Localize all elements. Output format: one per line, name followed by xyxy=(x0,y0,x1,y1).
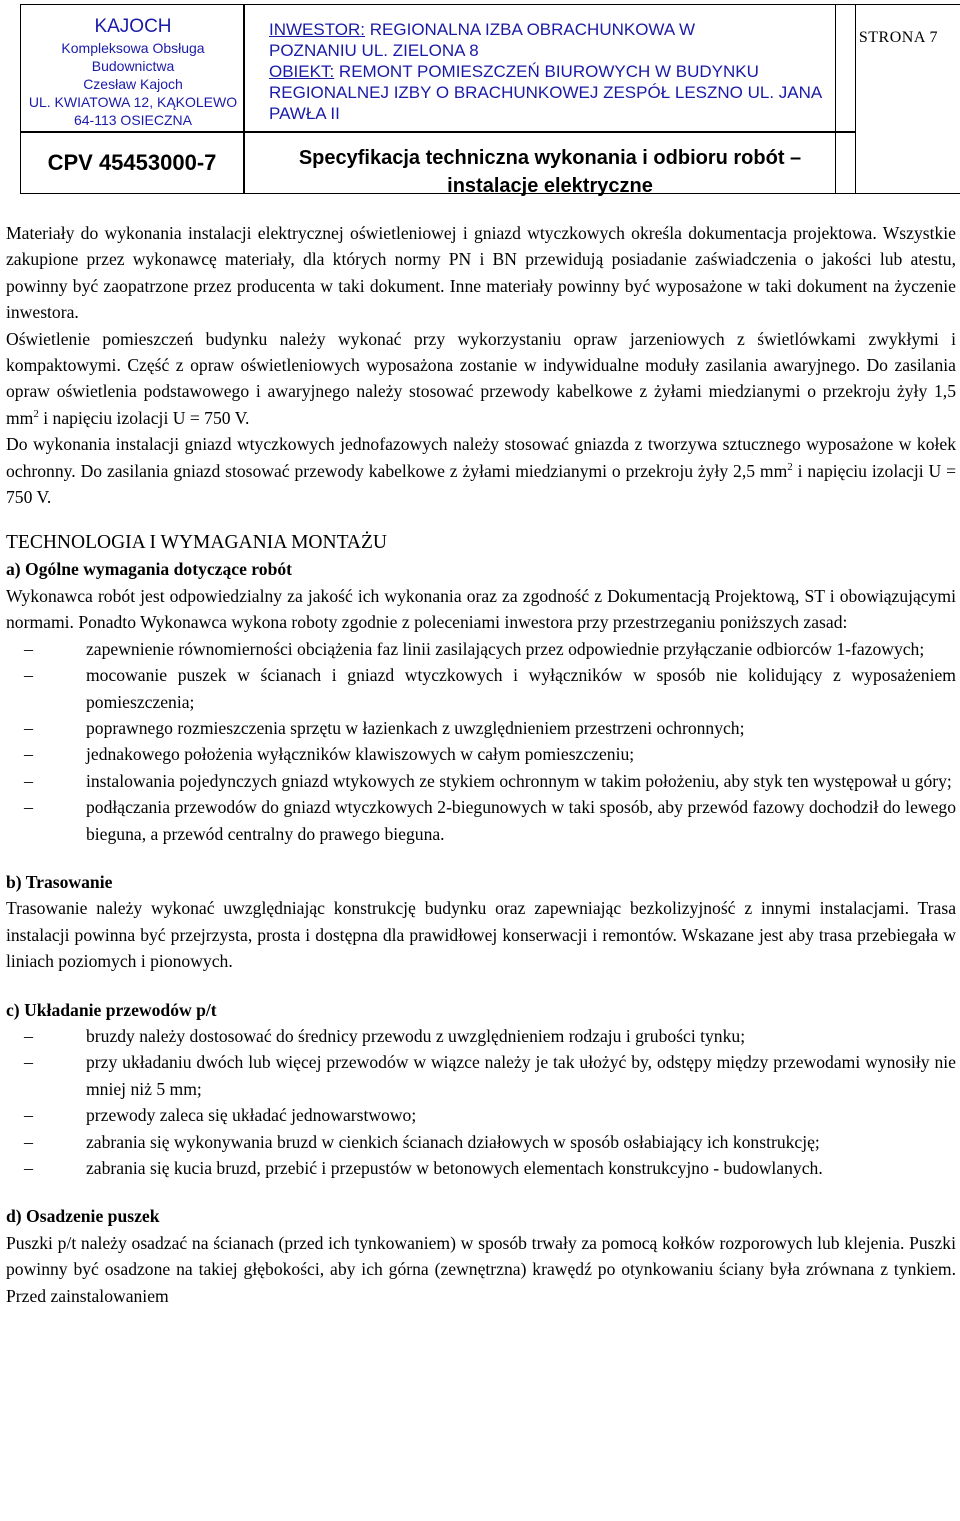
spec-title-line2: instalacje elektryczne xyxy=(447,175,653,197)
section-d-text: Puszki p/t należy osadzać na ścianach (przed ich tynkowaniem) w sposób trwały za pomocą kołków rozporowych lub klejenia. Puszki powinny być osadzone na takiej głębokości, aby ich górna (zewnętrzna) krawędź po otynkowaniu ściany była zrównana z tynkiem. Przed zainstalowaniem xyxy=(6,1232,956,1306)
cpv-code: CPV 45453000-7 xyxy=(47,150,217,175)
list-item: – przewody zaleca się układać jednowarstwowo; xyxy=(6,1102,956,1128)
section-a-text: Wykonawca robót jest odpowiedzialny za jakość ich wykonania oraz za zgodność z Dokumentacją Projektową, ST i obowiązującymi normami. Ponadto Wykonawca wykona roboty zgodnie z poleceniami inwestora przy przestrzeganiu poniższych zasad: xyxy=(6,585,956,633)
list-item: – jednakowego położenia wyłączników klawiszowych w całym pomieszczeniu; xyxy=(6,741,956,767)
company-line: Budownictwa xyxy=(91,58,175,74)
section-b-title: b) Trasowanie xyxy=(6,871,113,892)
paragraph-sockets-text: Do wykonania instalacji gniazd wtyczkowych jednofazowych należy stosować gniazda z tworzywa sztucznego wyposażone w kołek ochronny. Do zasilania gniazd stosować przewody kabelkowe z żyłami miedzianymi o przekroju żyły 2,5 mm xyxy=(6,434,956,481)
company-name: KAJOCH xyxy=(94,16,172,37)
list-item: – zapewnienie równomierności obciążenia faz linii zasilających przez odpowiednie przyłączanie odbiorców 1-fazowych; xyxy=(6,636,956,662)
investor-info xyxy=(269,19,854,124)
section-a-title: a) Ogólne wymagania dotyczące robót xyxy=(6,559,293,580)
list-item: – zabrania się kucia bruzd, przebić i przepustów w betonowych elementach konstrukcyjno - budowlanych. xyxy=(6,1155,956,1181)
list-item: – bruzdy należy dostosować do średnicy przewodu z uwzględnieniem rodzaju i grubości tynku; xyxy=(6,1023,956,1049)
paragraph-materials: Materiały do wykonania instalacji elektrycznej oświetleniowej i gniazd wtyczkowych określa dokumentacja projektowa. Wszystkie zakupione przez wykonawcę materiały, dla których normy PN i BN przewidują posiadanie zaświadczenia o jakości lub atestu, powinny być zaopatrzone przez producenta w taki dokument. Inne materiały powinny być wyposażone w taki dokument na życzenie inwestora. xyxy=(6,223,956,323)
object-value: REMONT POMIESZCZEŃ BIUROWYCH W BUDYNKU xyxy=(334,62,759,81)
paragraph-sockets xyxy=(6,431,956,510)
company-info xyxy=(21,15,245,129)
paragraph-lighting-tail: i napięciu izolacji U = 750 V. xyxy=(38,407,250,428)
section-c-title: c) Układanie przewodów p/t xyxy=(6,999,217,1020)
investor-value: REGIONALNA IZBA OBRACHUNKOWA W xyxy=(365,20,696,39)
list-item: – instalowania pojedynczych gniazd wtykowych ze stykiem ochronnym w takim położeniu, aby styk ten występował u góry; xyxy=(6,768,956,794)
list-item: – podłączania przewodów do gniazd wtyczkowych 2-biegunowych w taki sposób, aby przewód fazowy dochodził do lewego bieguna, a przewód centralny do prawego bieguna. xyxy=(6,794,956,847)
company-line: Kompleksowa Obsługa xyxy=(61,40,205,56)
list-item: – przy układaniu dwóch lub więcej przewodów w wiązce należy je tak ułożyć by, odstępy między przewodami wynosiły nie mniej niż 5 mm; xyxy=(6,1049,956,1102)
object-line: PAWŁA II xyxy=(269,104,340,123)
superscript: 2 xyxy=(787,460,793,473)
section-b-text: Trasowanie należy wykonać uwzględniając konstrukcję budynku oraz zapewniając bezkolizyjność z innymi instalacjami. Trasa instalacji powinna być przejrzysta, prosta i dostępna dla prawidłowej konserwacji i remontów. Wskazane jest aby trasa przebiegała w liniach poziomych i pionowych. xyxy=(6,898,956,972)
investor-cell xyxy=(244,4,856,132)
page-header xyxy=(20,4,835,197)
list-item: – poprawnego rozmieszczenia sprzętu w łazienkach z uwzględnieniem przestrzeni ochronnych; xyxy=(6,715,956,741)
paragraph-lighting-text: Oświetlenie pomieszczeń budynku należy wykonać przy wykorzystaniu opraw jarzeniowych z świetlówkami zwykłymi i kompaktowymi. Część z opraw oświetleniowych wyposażona zostanie w indywidualne moduły zasilania awaryjnego. Do zasilania opraw oświetlenia podstawowego i awaryjnego należy stosować przewody kabelkowe z żyłami miedzianymi o przekroju żyły 1,5 mm xyxy=(6,328,956,428)
superscript: 2 xyxy=(33,407,39,420)
investor-address: POZNANIU UL. ZIELONA 8 xyxy=(269,41,479,60)
company-owner: Czesław Kajoch xyxy=(83,76,183,92)
section-d-title: d) Osadzenie puszek xyxy=(6,1206,160,1227)
spec-title-line1: Specyfikacja techniczna wykonania i odbioru robót – xyxy=(298,147,802,169)
company-cell xyxy=(20,4,244,132)
spec-title xyxy=(244,144,856,200)
page-number-cell xyxy=(835,4,960,194)
paragraph-sockets-tail: i napięciu izolacji U = 750 V. xyxy=(6,460,956,508)
page-number: STRONA 7 xyxy=(858,29,938,46)
object-label: OBIEKT: xyxy=(269,62,335,81)
list-item: – zabrania się wykonywania bruzd w cienkich ścianach działowych w sposób osłabiający ich konstrukcję; xyxy=(6,1129,956,1155)
paragraph-lighting xyxy=(6,326,956,432)
object-line: REGIONALNEJ IZBY O BRACHUNKOWEJ ZESPÓŁ LESZNO UL. JANA xyxy=(269,83,823,102)
section-a-list xyxy=(6,636,956,847)
section-heading-technology: TECHNOLOGIA I WYMAGANIA MONTAŻU xyxy=(6,532,388,554)
list-item: – mocowanie puszek w ścianach i gniazd wtyczkowych i wyłączników w sposób nie kolidujący z wyposażeniem pomieszczenia; xyxy=(6,662,956,715)
investor-label: INWESTOR: xyxy=(269,20,366,39)
document-body xyxy=(6,220,956,1309)
section-c-list xyxy=(6,1023,956,1181)
company-postcode: 64-113 OSIECZNA xyxy=(73,112,192,128)
company-address: UL. KWIATOWA 12, KĄKOLEWO xyxy=(28,94,238,110)
